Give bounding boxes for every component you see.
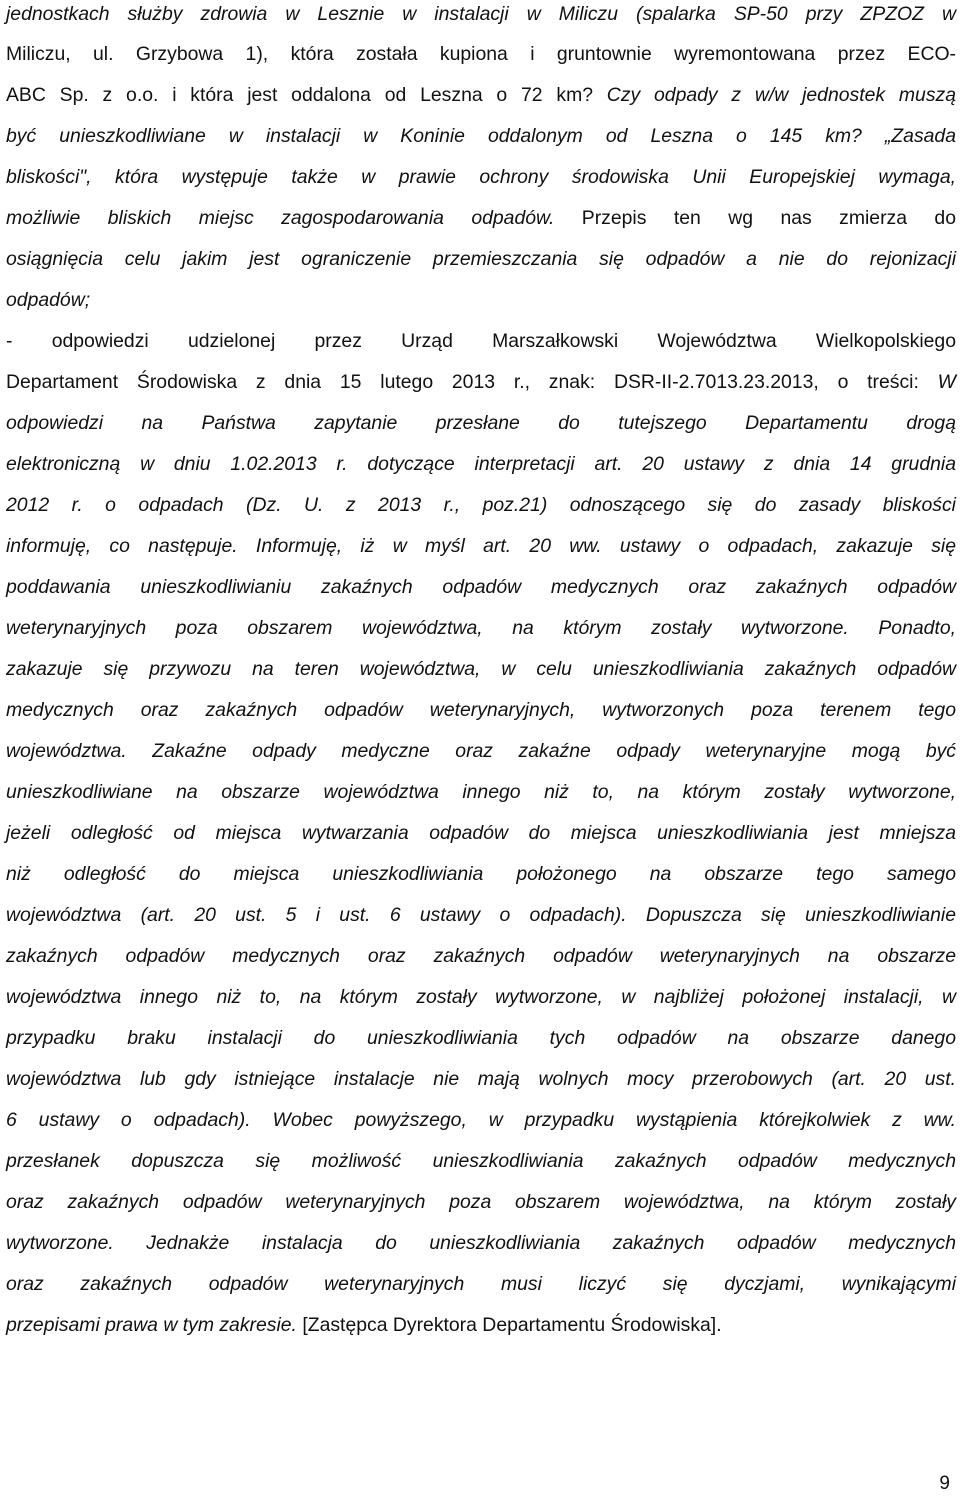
text-segment: jeżeli odległość od miejsca wytwarzania odpadów do miejsca unieszkodliwiania jest mniejsza [6,822,956,844]
text-line [6,41,956,67]
text-line [6,1230,956,1256]
text-segment: bliskości", która występuje także w prawie ochrony środowiska Unii Europejskiej wymaga, [6,166,956,188]
text-line [6,328,956,354]
text-segment: weterynaryjnych poza obszarem województwa, na którym zostały wytworzone. Ponadto, [6,617,956,639]
text-line [6,123,956,149]
text-segment: odpadów; [6,289,91,311]
text-line [6,1066,956,1092]
text-line [6,1148,956,1174]
text-line [6,1189,956,1215]
text-segment: przesłanek dopuszcza się możliwość unieszkodliwiania zakaźnych odpadów medycznych [6,1150,956,1172]
text-line [6,738,956,764]
text-segment: województwa lub gdy istniejące instalacje nie mają wolnych mocy przerobowych (art. 20 ust. [6,1068,956,1090]
text-segment: zakazuje się przywozu na teren województwa, w celu unieszkodliwiania zakaźnych odpadów [6,658,956,680]
text-segment: przypadku braku instalacji do unieszkodliwiania tych odpadów na obszarze danego [6,1027,956,1049]
text-segment: oraz zakaźnych odpadów weterynaryjnych poza obszarem województwa, na którym zostały [6,1191,956,1213]
text-line [6,164,956,190]
text-segment: - odpowiedzi udzielonej przez Urząd Marszałkowski Województwa Wielkopolskiego [6,330,956,352]
text-line [6,861,956,887]
text-line [6,574,956,600]
text-segment: województwa (art. 20 ust. 5 i ust. 6 ustawy o odpadach). Dopuszcza się unieszkodliwianie [6,904,956,926]
text-line [6,902,956,928]
text-segment: ABC Sp. z o.o. i która jest oddalona od Leszna o 72 km? [6,84,594,106]
text-segment: medycznych oraz zakaźnych odpadów weterynaryjnych, wytworzonych poza terenem tego [6,699,956,721]
text-line [6,1025,956,1051]
text-line [6,779,956,805]
text-segment: informuję, co następuje. Informuję, iż w myśl art. 20 ww. ustawy o odpadach, zakazuje się [6,535,956,557]
text-line [6,492,956,518]
text-segment: być unieszkodliwiane w instalacji w Koninie oddalonym od Leszna o 145 km? „Zasada [6,125,956,147]
text-segment: [Zastępca Dyrektora Departamentu Środowiska]. [296,1314,722,1336]
text-segment: przepisami prawa w tym zakresie. [6,1314,297,1336]
text-segment: 2012 r. o odpadach (Dz. U. z 2013 r., poz.21) odnoszącego się do zasady bliskości [6,494,956,516]
text-line [6,656,956,682]
text-line [6,615,956,641]
text-line [6,1312,956,1338]
text-line [6,984,956,1010]
page-number: 9 [939,1473,950,1494]
text-segment: Czy odpady z w/w jednostek muszą [593,84,956,106]
text-segment: Departament Środowiska z dnia 15 lutego 2013 r., znak: DSR-II-2.7013.23.2013, o treści: [6,371,919,393]
text-segment: unieszkodliwiane na obszarze województwa innego niż to, na którym zostały wytworzone, [6,781,956,803]
text-line [6,287,956,313]
text-line [6,943,956,969]
text-segment: wytworzone. Jednakże instalacja do unieszkodliwiania zakaźnych odpadów medycznych [6,1232,956,1254]
text-line [6,697,956,723]
text-segment: Miliczu, ul. Grzybowa 1), która została kupiona i gruntownie wyremontowana przez ECO- [6,43,956,65]
text-segment: województwa innego niż to, na którym zostały wytworzone, w najbliżej położonej instalacji, w [6,986,956,1008]
text-segment: województwa. Zakaźne odpady medyczne oraz zakaźne odpady weterynaryjne mogą być [6,740,956,762]
text-segment: 6 ustawy o odpadach). Wobec powyższego, w przypadku wystąpienia którejkolwiek z ww. [6,1109,956,1131]
text-segment: niż odległość do miejsca unieszkodliwiania położonego na obszarze tego samego [6,863,956,885]
text-segment: W [918,371,956,393]
text-line [6,533,956,559]
text-line [6,369,956,395]
text-segment: oraz zakaźnych odpadów weterynaryjnych musi liczyć się dyczjami, wynikającymi [6,1273,956,1295]
text-segment: elektroniczną w dniu 1.02.2013 r. dotyczące interpretacji art. 20 ustawy z dnia 14 grudnia [6,453,956,475]
text-line [6,820,956,846]
text-segment: możliwie bliskich miejsc zagospodarowania odpadów. [6,207,555,229]
text-line [6,82,956,108]
text-line [6,1271,956,1297]
text-line [6,451,956,477]
text-segment: jednostkach służby zdrowia w Lesznie w instalacji w Miliczu (spalarka SP-50 przy ZPZOZ w [6,3,956,25]
text-segment: osiągnięcia celu jakim jest ograniczenie przemieszczania się odpadów a nie do rejonizacji [6,248,956,270]
text-line [6,205,956,231]
text-line [6,410,956,436]
text-segment: odpowiedzi na Państwa zapytanie przesłane do tutejszego Departamentu drogą [6,412,956,434]
text-line [6,246,956,272]
text-line [6,1,956,27]
text-segment: Przepis ten wg nas zmierza do [554,207,956,229]
text-segment: zakaźnych odpadów medycznych oraz zakaźnych odpadów weterynaryjnych na obszarze [6,945,956,967]
text-line [6,1107,956,1133]
text-segment: poddawania unieszkodliwianiu zakaźnych odpadów medycznych oraz zakaźnych odpadów [6,576,956,598]
